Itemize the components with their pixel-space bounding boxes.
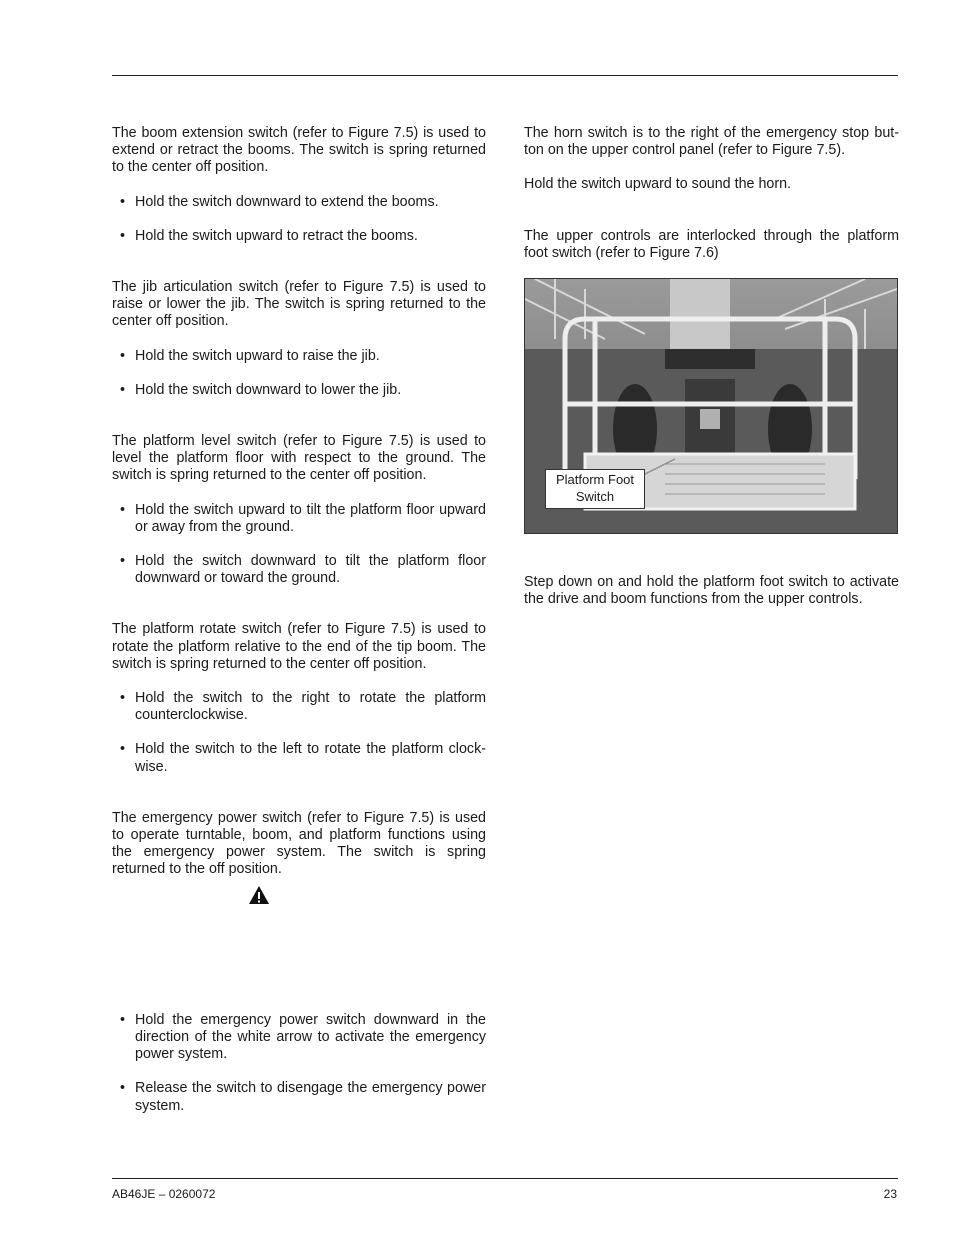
boom-extension-bullet-2: • Hold the switch upward to retract the booms.	[112, 228, 486, 245]
warning-row	[112, 885, 486, 915]
footer-doc-id: AB46JE – 0260072	[112, 1187, 216, 1201]
emergency-power-text: The emergency power switch (refer to Figure 7.5) is used to operate turntable, boom, and platform functions using the emergency power system. The switch is spring returned to the off position.	[112, 809, 486, 878]
horn-text: The horn switch is to the right of the emergency stop but-ton on the upper control panel (refer to Figure 7.5).	[524, 125, 899, 159]
boom-extension-bullet-1: • Hold the switch downward to extend the booms.	[112, 194, 486, 211]
horn-action: Hold the switch upward to sound the horn.	[524, 176, 792, 193]
platform-level-bullet-1: • Hold the switch upward to tilt the platform floor upward or away from the ground.	[112, 502, 486, 536]
platform-rotate-bullet-2: • Hold the switch to the left to rotate the platform clock-wise.	[112, 741, 486, 775]
platform-photo	[524, 278, 898, 534]
footer-rule	[112, 1178, 898, 1179]
footer-page-number: 23	[883, 1187, 897, 1201]
right-column	[524, 125, 899, 608]
jib-articulation-bullet-1: • Hold the switch upward to raise the jib.	[112, 348, 486, 365]
emergency-power-bullet-2: • Release the switch to disengage the emergency power system.	[112, 1080, 486, 1114]
platform-level-bullet-2: • Hold the switch downward to tilt the platform floor downward or toward the ground.	[112, 553, 486, 587]
boom-extension-text: The boom extension switch (refer to Figure 7.5) is used to extend or retract the booms. The switch is spring returned to the center off position.	[112, 125, 486, 176]
platform-rotate-text: The platform rotate switch (refer to Figure 7.5) is used to rotate the platform relative to the end of the tip boom. The switch is spring returned to the center off position.	[112, 621, 486, 672]
platform-rotate-bullet-1: • Hold the switch to the right to rotate the platform counterclockwise.	[112, 690, 486, 724]
platform-level-text: The platform level switch (refer to Figure 7.5) is used to level the platform floor with respect to the ground. The switch is spring returned to the center off position.	[112, 433, 486, 484]
platform-foot-switch-callout: Platform Foot Switch	[545, 469, 645, 509]
jib-articulation-bullet-2: • Hold the switch downward to lower the jib.	[112, 382, 486, 399]
foot-switch-text: The upper controls are interlocked through the platform foot switch (refer to Figure 7.6)	[524, 227, 899, 261]
emergency-power-bullet-1: • Hold the emergency power switch downward in the direction of the white arrow to activate the emergency power system.	[112, 1012, 486, 1064]
warning-icon	[248, 885, 270, 905]
jib-articulation-text: The jib articulation switch (refer to Figure 7.5) is used to raise or lower the jib. The switch is spring returned to the center off position.	[112, 279, 486, 330]
header-rule	[112, 75, 898, 76]
left-column	[112, 125, 486, 1115]
foot-switch-action: Step down on and hold the platform foot switch to activate the drive and boom functions from the upper controls.	[524, 574, 899, 608]
